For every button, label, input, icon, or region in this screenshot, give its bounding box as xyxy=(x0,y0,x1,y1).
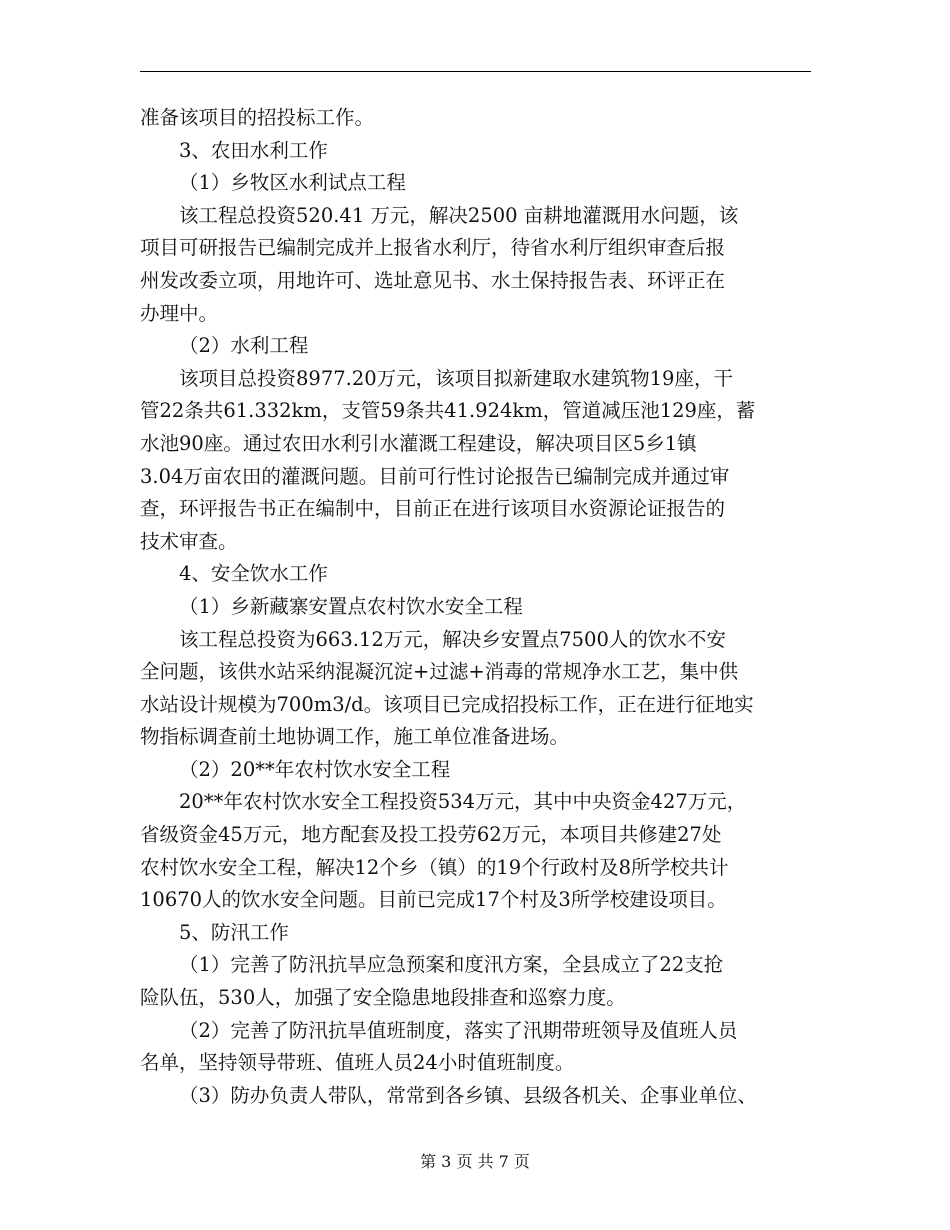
text-line: 3.04万亩农田的灌溉问题。目前可行性讨论报告已编制完成并通过审 xyxy=(140,464,730,488)
text-line: 水池90座。通过农田水利引水灌溉工程建设，解决项目区5乡1镇 xyxy=(140,431,697,455)
text-line: 项目可研报告已编制完成并上报省水利厅，待省水利厅组织审查后报 xyxy=(140,236,726,260)
text-line: （1）乡新藏寨安置点农村饮水安全工程 xyxy=(179,594,523,618)
text-line: 州发改委立项，用地许可、选址意见书、水土保持报告表、环评正在 xyxy=(140,268,726,292)
text-line: 10670人的饮水安全问题。目前已完成17个村及3所学校建设项目。 xyxy=(140,888,727,912)
text-line: （1）完善了防汛抗旱应急预案和度汛方案，全县成立了22支抢 xyxy=(179,953,724,977)
text-line: 3、农田水利工作 xyxy=(179,138,328,162)
text-line: （1）乡牧区水利试点工程 xyxy=(179,171,406,195)
text-line: 水站设计规模为700m3/d。该项目已完成招投标工作，正在进行征地实 xyxy=(140,692,754,716)
document-body xyxy=(140,102,811,1112)
text-line: 物指标调查前土地协调工作，施工单位准备进场。 xyxy=(140,725,570,749)
text-line: （2）20**年农村饮水安全工程 xyxy=(179,757,451,781)
text-line: （3）防办负责人带队，常常到各乡镇、县级各机关、企事业单位、 xyxy=(179,1083,757,1107)
text-line: 该工程总投资为663.12万元，解决乡安置点7500人的饮水不安 xyxy=(179,627,726,651)
text-line: 农村饮水安全工程，解决12个乡（镇）的19个行政村及8所学校共计 xyxy=(140,855,729,879)
text-line: 省级资金45万元，地方配套及投工投劳62万元，本项目共修建27处 xyxy=(140,823,722,847)
text-line: 查，环评报告书正在编制中，目前正在进行该项目水资源论证报告的 xyxy=(140,497,726,521)
text-line: 名单，坚持领导带班、值班人员24小时值班制度。 xyxy=(140,1051,575,1075)
text-line: 全问题，该供水站采纳混凝沉淀+过滤+消毒的常规净水工艺，集中供 xyxy=(140,660,739,684)
page-footer: 第 3 页 共 7 页 xyxy=(420,1152,530,1171)
text-line: 技术审查。 xyxy=(140,529,238,553)
text-line: 该项目总投资8977.20万元，该项目拟新建取水建筑物19座，干 xyxy=(179,366,733,390)
text-line: （2）水利工程 xyxy=(179,334,309,358)
text-line: 20**年农村饮水安全工程投资534万元，其中中央资金427万元， xyxy=(179,790,747,814)
text-line: 管22条共61.332km，支管59条共41.924km，管道减压池129座，蓄 xyxy=(140,399,756,423)
text-line: 5、防汛工作 xyxy=(179,920,289,944)
text-line: 办理中。 xyxy=(140,301,219,325)
header-rule xyxy=(140,71,811,72)
text-line: （2）完善了防汛抗旱值班制度，落实了汛期带班领导及值班人员 xyxy=(179,1018,738,1042)
text-line: 准备该项目的招投标工作。 xyxy=(140,106,375,129)
text-line: 该工程总投资520.41 万元，解决2500 亩耕地灌溉用水问题，该 xyxy=(179,203,739,227)
text-line: 险队伍，530人，加强了安全隐患地段排查和巡察力度。 xyxy=(140,986,626,1010)
text-line: 4、安全饮水工作 xyxy=(179,562,328,586)
